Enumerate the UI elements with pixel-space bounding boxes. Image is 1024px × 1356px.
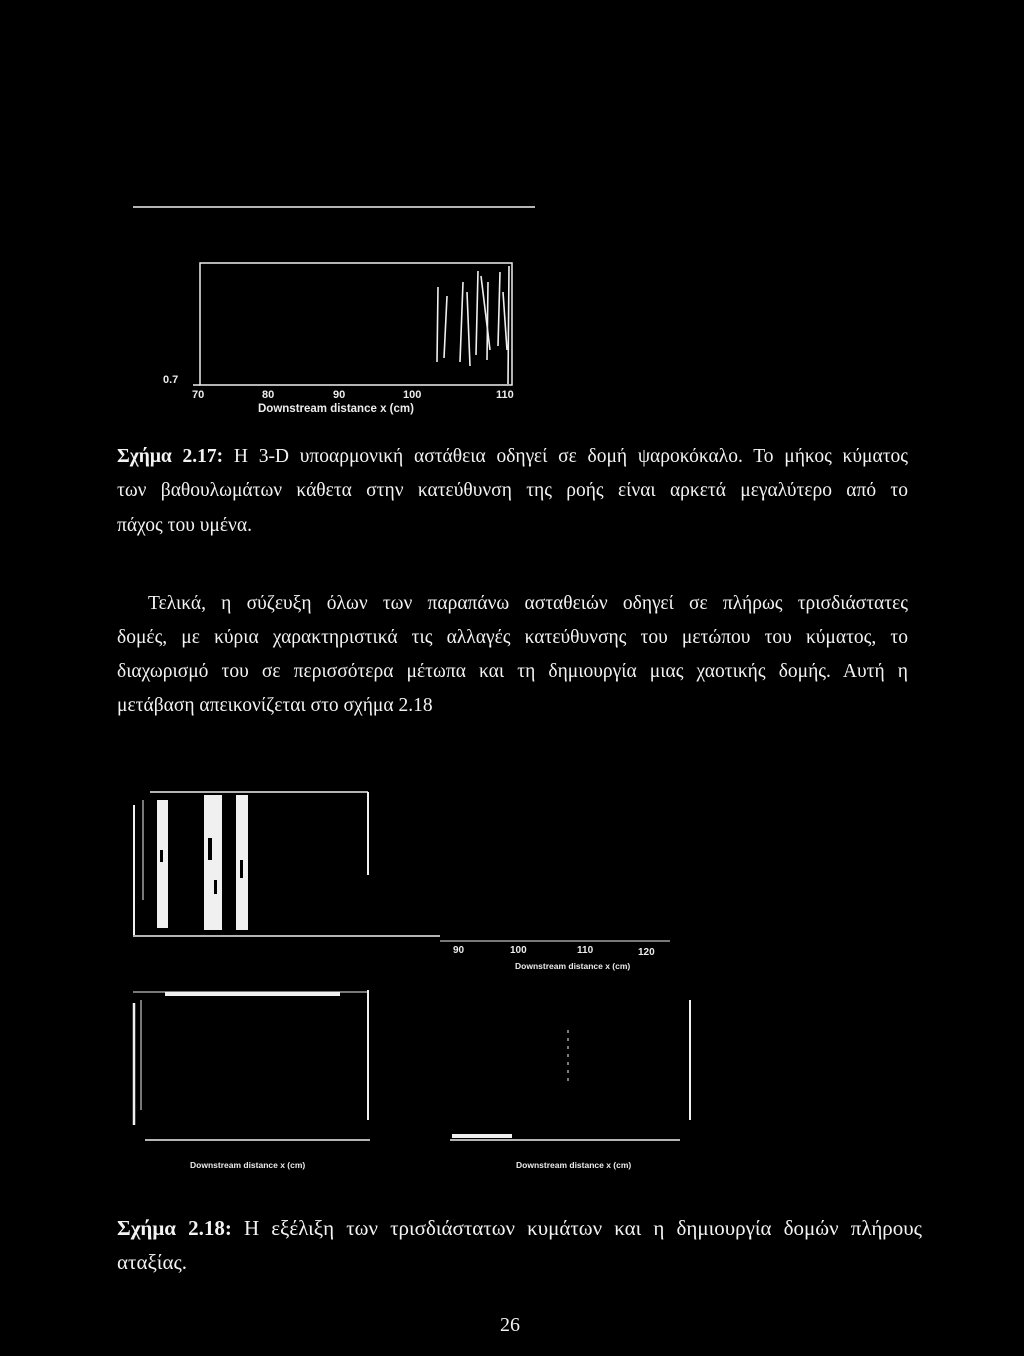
figure-2-18-x-tick: 120 xyxy=(638,947,655,958)
figure-2-18-caption-text: Η εξέλιξη των τρισδιάστατων κυμάτων και η δημιουργία δομών πλήρους xyxy=(243,1216,922,1240)
figure-2-17-plot xyxy=(193,263,512,385)
paragraph-line: διαχωρισμό του σε περισσότερα μέτωπα και τη δημιουργία μιας χαοτικής δομής. Αυτή η xyxy=(117,661,908,682)
figure-2-18-x-axis-label: Downstream distance x (cm) xyxy=(515,961,631,971)
page-number: 26 xyxy=(500,1314,520,1336)
figure-2-18-panel-bottom-right xyxy=(450,1000,690,1140)
figure-2-17-caption-label: Σχήμα 2.17: xyxy=(117,446,224,467)
figure-2-18-panel-top-left xyxy=(133,792,670,941)
figure-2-17-x-tick: 110 xyxy=(496,389,514,401)
paragraph-line: δομές, με κύρια χαρακτηριστικά τις αλλαγές κατεύθυνσης του μετώπου του κύματος, το xyxy=(117,627,908,648)
figure-2-17-caption-line xyxy=(117,445,908,469)
figure-2-17-x-tick: 80 xyxy=(262,389,275,401)
paragraph-line: μετάβαση απεικονίζεται στο σχήμα 2.18 xyxy=(117,695,433,716)
figure-2-17-x-axis-label: Downstream distance x (cm) xyxy=(258,403,414,415)
figure-2-17-caption-line: πάχος του υμένα. xyxy=(117,515,252,536)
figure-2-18-caption-line xyxy=(117,1215,922,1241)
figure-2-17-wave-fronts xyxy=(437,266,509,384)
figure-2-18-x-tick: 90 xyxy=(453,945,465,956)
figure-2-18-x-axis-label: Downstream distance x (cm) xyxy=(190,1160,306,1170)
figure-2-18-panel-bottom-left xyxy=(133,990,370,1140)
figure-2-17-caption-line: των βαθουλωμάτων κάθετα στην κατεύθυνση της ροής είναι αρκετά μεγαλύτερο από το xyxy=(117,480,908,501)
figure-2-17-caption-text: Η 3-D υποαρμονική αστάθεια οδηγεί σε δομή ψαροκόκαλο. Το μήκος κύματος xyxy=(233,446,908,467)
figure-2-18-x-tick: 110 xyxy=(577,945,594,956)
figure-2-18-x-axis-label: Downstream distance x (cm) xyxy=(516,1160,632,1170)
figure-2-17-y-tick: 0.7 xyxy=(163,374,179,386)
figure-2-17-frame xyxy=(200,263,512,385)
figure-2-17-x-tick: 90 xyxy=(333,389,346,401)
figure-2-18-x-tick: 100 xyxy=(510,945,527,956)
figure-2-17-x-tick: 100 xyxy=(403,389,422,401)
figure-2-18-caption-label: Σχήμα 2.18: xyxy=(117,1216,232,1240)
figure-2-17-x-tick: 70 xyxy=(192,389,205,401)
figure-2-18-caption-line: αταξίας. xyxy=(117,1250,188,1274)
paragraph-line: Τελικά, η σύζευξη όλων των παραπάνω ασταθειών οδηγεί σε πλήρως τρισδιάστατες xyxy=(148,593,908,614)
